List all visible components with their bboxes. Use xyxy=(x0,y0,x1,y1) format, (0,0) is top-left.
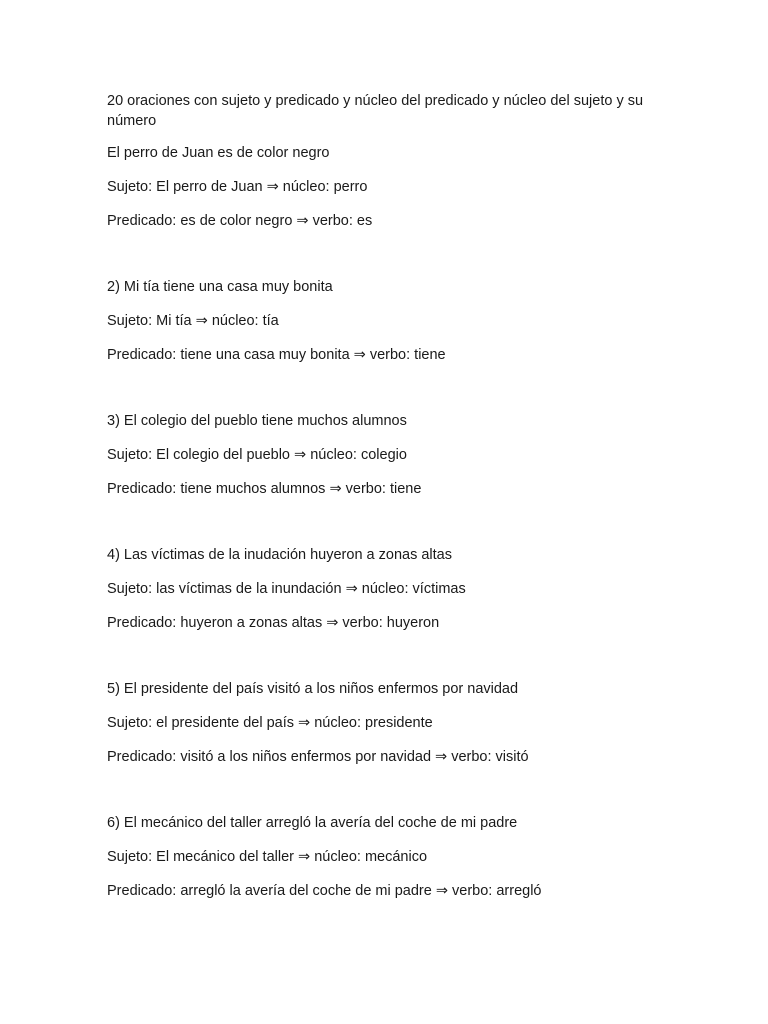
example-subject: Sujeto: El mecánico del taller ⇒ núcleo: mecánico xyxy=(107,849,428,865)
example-subject: Sujeto: Mi tía ⇒ núcleo: tía xyxy=(107,313,279,329)
example-subject: Sujeto: El perro de Juan ⇒ núcleo: perro xyxy=(107,179,368,195)
example-predicate: Predicado: visitó a los niños enfermos por navidad ⇒ verbo: visitó xyxy=(107,749,529,765)
example-predicate: Predicado: huyeron a zonas altas ⇒ verbo: huyeron xyxy=(107,615,440,631)
document-page xyxy=(107,91,667,901)
document-title: 20 oraciones con sujeto y predicado y núcleo del predicado y núcleo del sujeto y su número xyxy=(107,93,644,129)
example-sentence: 2) Mi tía tiene una casa muy bonita xyxy=(107,279,333,295)
example-sentence: 3) El colegio del pueblo tiene muchos alumnos xyxy=(107,413,407,429)
example-predicate: Predicado: tiene muchos alumnos ⇒ verbo: tiene xyxy=(107,481,422,497)
example-subject: Sujeto: el presidente del país ⇒ núcleo: presidente xyxy=(107,715,433,731)
example-sentence: El perro de Juan es de color negro xyxy=(107,145,330,161)
example-block xyxy=(107,813,667,901)
example-subject: Sujeto: El colegio del pueblo ⇒ núcleo: colegio xyxy=(107,447,407,463)
example-predicate: Predicado: es de color negro ⇒ verbo: es xyxy=(107,213,373,229)
example-block xyxy=(107,545,667,633)
example-subject: Sujeto: las víctimas de la inundación ⇒ núcleo: víctimas xyxy=(107,581,466,597)
example-predicate: Predicado: tiene una casa muy bonita ⇒ verbo: tiene xyxy=(107,347,446,363)
example-sentence: 6) El mecánico del taller arregló la avería del coche de mi padre xyxy=(107,815,518,831)
example-block xyxy=(107,143,667,231)
example-block xyxy=(107,679,667,767)
example-predicate: Predicado: arregló la avería del coche de mi padre ⇒ verbo: arregló xyxy=(107,883,542,899)
example-block xyxy=(107,277,667,365)
example-sentence: 4) Las víctimas de la inudación huyeron a zonas altas xyxy=(107,547,452,563)
example-sentence: 5) El presidente del país visitó a los niños enfermos por navidad xyxy=(107,681,519,697)
example-block xyxy=(107,411,667,499)
